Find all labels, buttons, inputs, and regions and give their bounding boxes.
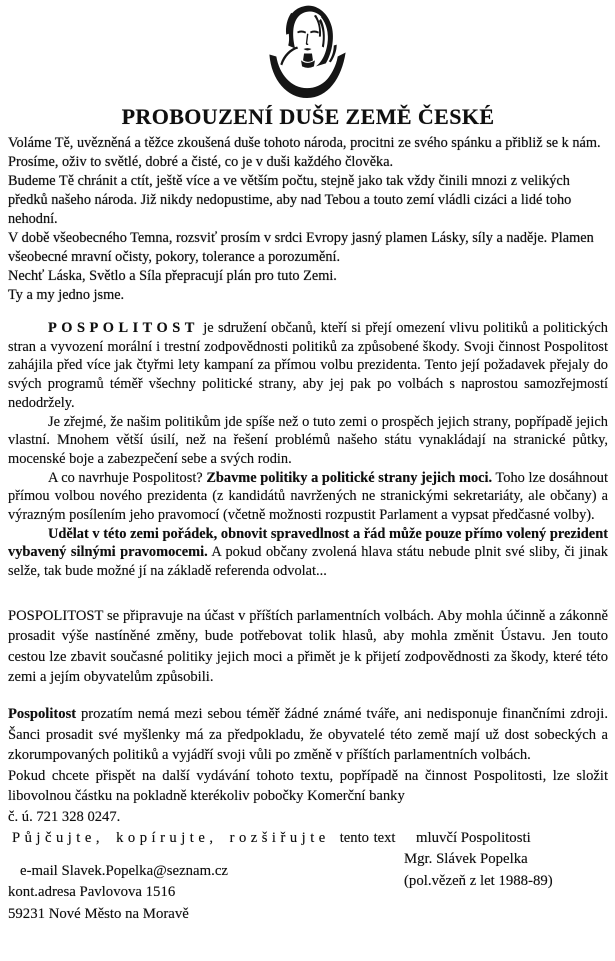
text-segment: Toho lze dosáhnout přímou volbou nového prezidenta (z kandidátů navržených ne stranickými sekretariáty, ale občany) a výrazným posílením jeho pravomocí (včetně možnosti rozpustit Parlament a vypsat předčasné volby). xyxy=(8,469,608,524)
paragraph xyxy=(8,704,608,765)
block-invocation xyxy=(8,134,608,305)
bold-text: Zbavme politiky a politické strany jejich moci. xyxy=(206,469,493,486)
paragraph xyxy=(8,413,608,469)
spokesperson-title: mluvčí Pospolitosti xyxy=(416,829,531,846)
paragraph xyxy=(8,286,608,305)
paragraph xyxy=(8,134,608,172)
text-segment: Ty a my jedno jsme. xyxy=(8,287,125,303)
text-segment: prozatím nemá mezi sebou téměř žádné známé tváře, ani nedisponuje finančními zdroji. Šanci prosadit své myšlenky má za předpokladu, že obyvatelé této země mají už dost sobeckých a zkorumpovaných politiků a vyjádří svoji vůli po změně v příštích parlamentních volbách. xyxy=(8,706,608,764)
paragraph xyxy=(8,807,608,827)
bold-text: POSPOLITOST xyxy=(48,320,199,336)
copy-instruction-rest: tento text xyxy=(339,829,396,846)
text-segment: Nechť Láska, Světlo a Síla přepracují plán pro tuto Zemi. xyxy=(8,268,337,284)
paragraph xyxy=(8,172,608,229)
contact-email: e-mail Slavek.Popelka@seznam.cz xyxy=(20,862,228,879)
footer-row xyxy=(8,828,608,925)
text-segment: A pokud občany zvolená hlava státu nebude plnit své sliby, či jinak selže, tak bude možné jí na základě referenda odvolat... xyxy=(8,544,608,580)
paragraph xyxy=(8,267,608,286)
text-segment: č. ú. 721 328 0247. xyxy=(8,808,121,825)
block-main xyxy=(8,319,608,581)
woman-portrait-emblem xyxy=(261,3,355,100)
block-support xyxy=(8,704,608,826)
contact-address: kont.adresa Pavlovova 1516 xyxy=(8,884,176,901)
text-segment: A co navrhuje Pospolitost? xyxy=(48,469,207,486)
text-segment: Pokud chcete přispět na další vydávání tohoto textu, popřípadě na činnost Pospolitosti, lze složit libovolnou částku na pokladně kterékoliv pobočky Komerční banky xyxy=(8,767,608,805)
spokesperson-note: (pol.vězeň z let 1988-89) xyxy=(404,872,553,889)
block-election xyxy=(8,606,608,688)
document-body xyxy=(8,134,608,827)
text-segment: Budeme Tě chránit a ctít, ještě více a ve větším počtu, stejně jako tak vždy činili mnozi z velikých předků našeho národa. Již nikdy nedopustime, aby nad Tebou a touto zemí vládli cizáci a lidé toho nehodní. xyxy=(8,173,572,227)
paragraph xyxy=(8,766,608,807)
paragraph xyxy=(8,319,608,413)
document-title: PROBOUZENÍ DUŠE ZEMĚ ČESKÉ xyxy=(121,104,495,129)
paragraph xyxy=(8,606,608,688)
bold-text: Pospolitost xyxy=(8,706,77,723)
text-segment: POSPOLITOST se připravuje na účast v příštích parlamentních volbách. Aby mohla účinně a zákonně prosadit výše nastíněné změny, bude potřebovat tolik hlasů, aby mohla změnit Ústavu. Jen touto cestou lze zbavit současné politiky jejich moci a přimět je k přijetí zodpovědnosti za škody, které této zemi a jejím obyvatelům způsobili. xyxy=(8,607,608,686)
paragraph xyxy=(8,525,608,581)
paragraph xyxy=(8,229,608,267)
bold-text: Udělat v této zemi pořádek, obnovit spravedlnost a řád může pouze přímo volený prezident vybavený silnými pravomocemi. xyxy=(8,525,608,561)
paragraph xyxy=(8,469,608,525)
text-segment: Voláme Tě, uvězněná a těžce zkoušená duše tohoto národa, procitni ze svého spánku a přibliž se k nám. Prosíme, oživ to světlé, dobré a čisté, co je v duši každého člověka. xyxy=(8,135,601,170)
copy-instruction-spaced: Půjčujte, kopírujte, rozšiřujte xyxy=(12,829,330,846)
contact-city: 59231 Nové Město na Moravě xyxy=(8,905,189,922)
text-segment: V době všeobecného Temna, rozsviť prosím v srdci Evropy jasný plamen Lásky, síly a naděje. Plamen všeobecné mravní očisty, pokory, tolerance a porozumění. xyxy=(8,230,594,265)
spokesperson-block xyxy=(404,828,553,893)
spokesperson-name: Mgr. Slávek Popelka xyxy=(404,851,528,868)
text-segment: Je zřejmé, že našim politikům jde spíše než o tuto zemi o prospěch jejich strany, popřípadě jejich vlastní. Mnohem větší úsilí, než na řešení problémů našeho státu vynakládají na stranické půtky, mocenské boje a zabezpečení sebe a svých rodin. xyxy=(8,413,608,467)
text-segment: je sdružení občanů, kteří si přejí omezení vlivu politiků a politických stran a vyvození morální i trestní zodpovědnosti politiků za způsobené škody. Svoji činnost Pospolitost zahájila před více jak čtyřmi lety kampaní za přímou volbu prezidenta. Tento její požadavek přejaly do svých programů téměř všechny politické strany, aby jej pak po volbách s naprostou samozřejmostí nedodržely. xyxy=(8,320,608,411)
